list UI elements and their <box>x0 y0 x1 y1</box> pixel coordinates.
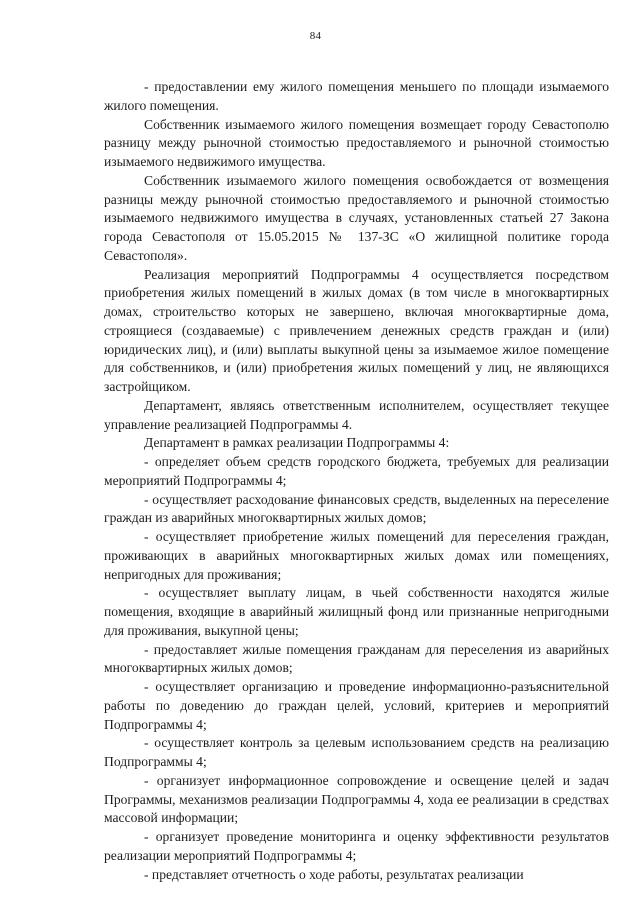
list-item-7: - осуществляет контроль за целевым использованием средств на реализацию Подпрограммы 4; <box>104 735 609 769</box>
paragraph-3: Собственник изымаемого жилого помещения освобождается от возмещения разницы между рыночной стоимостью предоставляемого и рыночной стоимостью изымаемого недвижимого имущества в случаях, установленных статьей 27 Закона города Севастополя от 15.05.2015 № 137-ЗС «О жилищной политике города Севастополя». <box>104 172 609 263</box>
list-item-5: - предоставляет жилые помещения гражданам для переселения из аварийных многоквартирных жилых домов; <box>104 641 609 676</box>
list-item-4: - осуществляет выплату лицам, в чьей собственности находятся жилые помещения, входящие в аварийный жилищный фонд или признанные непригодными для проживания, выкупной цены; <box>104 585 609 638</box>
paragraph-5: Департамент, являясь ответственным исполнителем, осуществляет текущее управление реализацией Подпрограммы 4. <box>104 397 609 432</box>
list-item-2: - осуществляет расходование финансовых средств, выделенных на переселение граждан из аварийных многоквартирных жилых домов; <box>104 491 609 526</box>
page-number: 84 <box>309 30 322 42</box>
paragraph-6: Департамент в рамках реализации Подпрограммы 4: <box>144 435 450 451</box>
list-item-8: - организует информационное сопровождение и освещение целей и задач Программы, механизмов реализации Подпрограммы 4, хода ее реализации в средствах массовой информации; <box>104 772 609 826</box>
list-item-9: - организует проведение мониторинга и оценку эффективности результатов реализации мероприятий Подпрограммы 4; <box>104 829 609 863</box>
list-item-1: - определяет объем средств городского бюджета, требуемых для реализации мероприятий Подпрограммы 4; <box>104 454 609 488</box>
list-item-10: - представляет отчетность о ходе работы, результатах реализации <box>144 866 524 882</box>
paragraph-2: Собственник изымаемого жилого помещения возмещает городу Севастополю разницу между рыночной стоимостью предоставляемого и рыночной стоимостью изымаемого недвижимого имущества. <box>104 116 609 169</box>
paragraph-1: - предоставлении ему жилого помещения меньшего по площади изымаемого жилого помещения. <box>104 79 609 113</box>
paragraph-4: Реализация мероприятий Подпрограммы 4 осуществляется посредством приобретения жилых помещений в жилых домах (в том числе в многоквартирных домах, строительство которых не завершено, включая многоквартирные дома, строящиеся (создаваемые) с привлечением денежных средств граждан и (или) юридических лиц), и (или) выплаты выкупной цены за изымаемое жилое помещение для собственников, и (или) приобретения жилых помещений у лиц, не являющихся застройщиком. <box>104 266 609 394</box>
list-item-3: - осуществляет приобретение жилых помещений для переселения граждан, проживающих в аварийных многоквартирных жилых домах или помещениях, непригодных для проживания; <box>104 529 609 582</box>
list-item-6: - осуществляет организацию и проведение информационно-разъяснительной работы по доведению до граждан целей, условий, критериев и мероприятий Подпрограммы 4; <box>104 679 609 732</box>
document-body <box>104 78 609 884</box>
